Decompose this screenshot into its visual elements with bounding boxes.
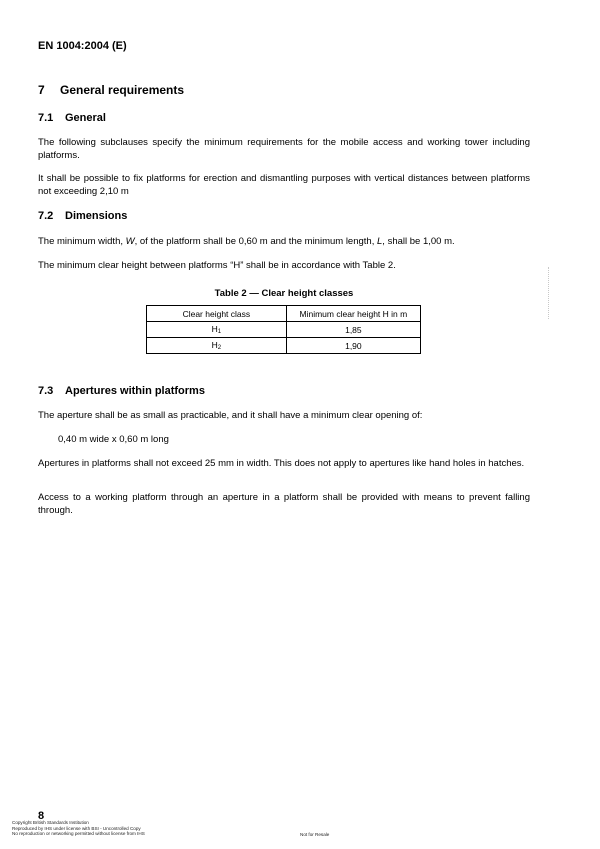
class-subscript: 2 xyxy=(217,345,222,351)
footer-line: Reproduced by IHS under license with BSI - Uncontrolled Copy xyxy=(12,825,141,831)
paragraph: The following subclauses specify the minimum requirements for the mobile access and working tower including platforms. xyxy=(38,137,530,161)
subsection-heading-7-1 xyxy=(38,112,106,124)
paragraph: Access to a working platform through an aperture in a platform shall be provided with means to prevent falling through. xyxy=(38,492,530,516)
paragraph: The aperture shall be as small as practicable, and it shall have a minimum clear opening of: xyxy=(38,410,423,421)
not-for-resale-note: Not for Resale xyxy=(300,832,330,837)
subsection-title: Apertures within platforms xyxy=(65,385,205,397)
footer-line: Copyright British Standards Institution xyxy=(12,820,89,825)
table-header-row xyxy=(147,306,421,322)
subsection-title: General xyxy=(65,112,106,124)
table-row xyxy=(147,338,421,354)
height-class-cell xyxy=(147,322,287,338)
class-letter: H xyxy=(211,324,218,334)
table-row xyxy=(147,322,421,338)
page-number: 8 xyxy=(38,810,45,822)
height-value-cell: 1,85 xyxy=(286,322,420,338)
margin-mark xyxy=(548,267,553,319)
subsection-number: 7.1 xyxy=(38,112,54,124)
column-header: Minimum clear height H in m xyxy=(286,306,420,322)
height-class-cell xyxy=(147,338,287,354)
text-run: , of the platform shall be 0,60 m and the minimum length, xyxy=(134,236,377,247)
section-number: 7 xyxy=(38,83,45,97)
column-header: Clear height class xyxy=(147,306,287,322)
paragraph: Apertures in platforms shall not exceed 25 mm in width. This does not apply to apertures like hand holes in hatches. xyxy=(38,458,525,469)
paragraph: The minimum clear height between platforms “H” shall be in accordance with Table 2. xyxy=(38,260,396,271)
table-title: Table 2 — Clear height classes xyxy=(214,288,354,299)
subsection-number: 7.2 xyxy=(38,210,54,222)
text-run: The minimum width, xyxy=(38,236,126,247)
height-value-cell: 1,90 xyxy=(286,338,420,354)
clear-height-table xyxy=(146,305,421,354)
class-letter: H xyxy=(211,340,218,350)
subsection-number: 7.3 xyxy=(38,385,54,397)
paragraph: It shall be possible to fix platforms for erection and dismantling purposes with vertical distances between platforms not exceeding 2,10 m xyxy=(38,173,530,197)
document-id: EN 1004:2004 (E) xyxy=(38,40,127,52)
text-run: , shall be 1,00 m. xyxy=(382,236,455,247)
subsection-heading-7-3 xyxy=(38,385,205,397)
footer-line: No reproduction or networking permitted without license from IHS xyxy=(12,831,145,837)
class-subscript: 1 xyxy=(217,329,222,335)
subsection-heading-7-2 xyxy=(38,210,127,222)
indented-paragraph: 0,40 m wide x 0,60 m long xyxy=(58,434,169,445)
symbol-l: L xyxy=(377,236,383,247)
copyright-footer xyxy=(12,820,145,837)
section-heading xyxy=(38,83,184,97)
subsection-title: Dimensions xyxy=(65,210,128,222)
paragraph xyxy=(38,235,530,248)
section-title: General requirements xyxy=(60,83,185,97)
symbol-w: W xyxy=(125,236,135,247)
